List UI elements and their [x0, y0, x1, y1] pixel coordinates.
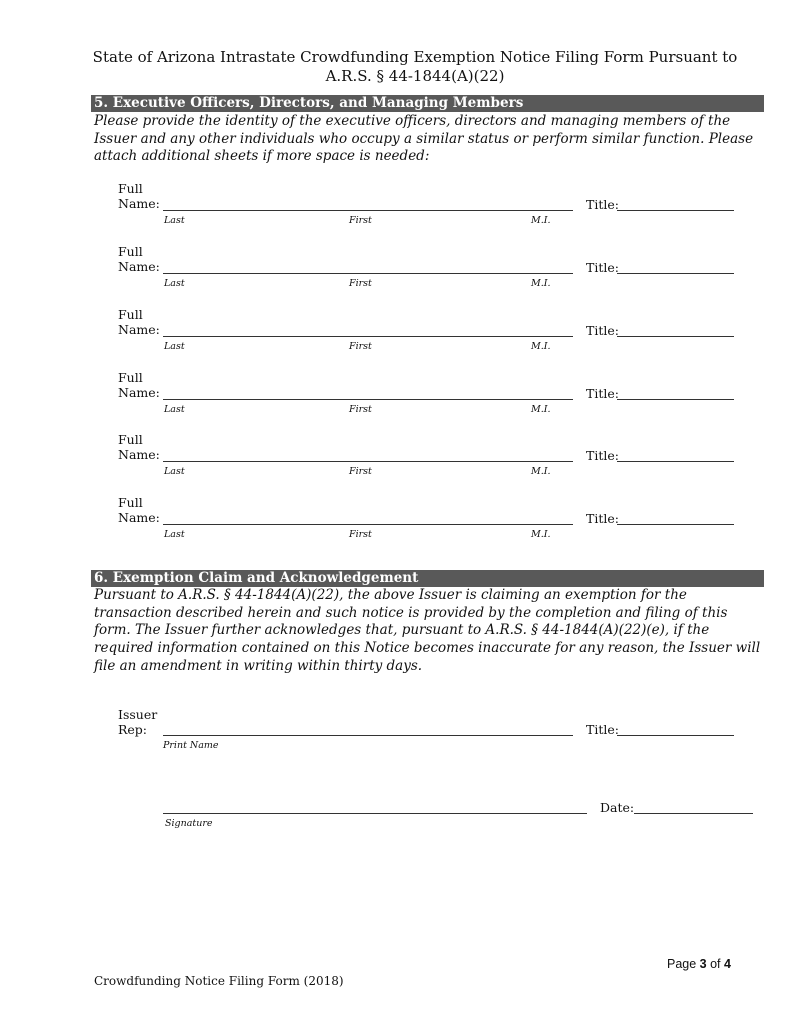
title-label: Title: [586, 323, 619, 338]
section6-header: 6. Exemption Claim and Acknowledgement [91, 570, 764, 587]
full-name-label [118, 495, 160, 525]
last-sublabel: Last [164, 278, 185, 289]
section5-header: 5. Executive Officers, Directors, and Managing Members [91, 95, 764, 112]
full-name-label [118, 307, 160, 337]
print-name-sublabel: Print Name [163, 740, 219, 751]
last-sublabel: Last [164, 466, 185, 477]
full-name-label-top: Full [118, 307, 143, 322]
full-name-field[interactable] [163, 210, 573, 211]
issuer-rep-label-top: Issuer [118, 707, 158, 722]
mi-sublabel: M.I. [531, 529, 551, 540]
full-name-field[interactable] [163, 273, 573, 274]
title-field[interactable] [617, 399, 734, 400]
full-name-label-top: Full [118, 181, 143, 196]
last-sublabel: Last [164, 529, 185, 540]
title-label: Title: [586, 260, 619, 275]
full-name-field[interactable] [163, 461, 573, 462]
first-sublabel: First [349, 529, 372, 540]
mi-sublabel: M.I. [531, 215, 551, 226]
section6-text: Pursuant to A.R.S. § 44-1844(A)(22), the above Issuer is claiming an exemption for the transaction described herein and such notice is provided by the completion and filing of this form. The Issuer further acknowledges that, pursuant to A.R.S. § 44-1844(A)(22)(e), if the required information contained on this Notice becomes inaccurate for any reason, the Issuer will file an amendment in writing within thirty days. [94, 587, 761, 674]
full-name-label-bottom: Name: [118, 510, 160, 525]
title-label: Title: [586, 386, 619, 401]
print-name-field[interactable] [163, 735, 573, 736]
document-title-line2: A.R.S. § 44-1844(A)(22) [325, 67, 505, 85]
issuer-title-field[interactable] [617, 735, 734, 736]
signature-field[interactable] [163, 813, 587, 814]
title-field[interactable] [617, 273, 734, 274]
full-name-field[interactable] [163, 336, 573, 337]
mi-sublabel: M.I. [531, 404, 551, 415]
signature-sublabel: Signature [165, 818, 213, 829]
title-label: Title: [586, 197, 619, 212]
title-field[interactable] [617, 210, 734, 211]
first-sublabel: First [349, 404, 372, 415]
first-sublabel: First [349, 278, 372, 289]
full-name-field[interactable] [163, 399, 573, 400]
page-number [667, 957, 731, 971]
page-total: 4 [724, 957, 731, 971]
page-prefix: Page [667, 957, 700, 971]
date-field[interactable] [634, 813, 753, 814]
document-title-line1: State of Arizona Intrastate Crowdfunding Exemption Notice Filing Form Pursuant to [92, 48, 738, 66]
section5-instructions: Please provide the identity of the executive officers, directors and managing members of the Issuer and any other individuals who occupy a similar status or perform similar function. Please attach additional sheets if more space is needed: [94, 113, 754, 165]
full-name-label-top: Full [118, 495, 143, 510]
issuer-title-label: Title: [586, 722, 619, 737]
document-title [60, 48, 770, 86]
title-label: Title: [586, 511, 619, 526]
mi-sublabel: M.I. [531, 278, 551, 289]
full-name-label-top: Full [118, 432, 143, 447]
title-field[interactable] [617, 524, 734, 525]
mi-sublabel: M.I. [531, 341, 551, 352]
full-name-label-bottom: Name: [118, 196, 160, 211]
full-name-label-bottom: Name: [118, 259, 160, 274]
full-name-label-top: Full [118, 244, 143, 259]
full-name-label [118, 244, 160, 274]
last-sublabel: Last [164, 215, 185, 226]
page-current: 3 [699, 957, 707, 971]
last-sublabel: Last [164, 404, 185, 415]
issuer-rep-label-bottom: Rep: [118, 722, 148, 737]
full-name-label-bottom: Name: [118, 447, 160, 462]
title-field[interactable] [617, 461, 734, 462]
full-name-label-top: Full [118, 370, 143, 385]
first-sublabel: First [349, 466, 372, 477]
date-label: Date: [600, 800, 635, 815]
full-name-label [118, 432, 160, 462]
full-name-label-bottom: Name: [118, 385, 160, 400]
page-of: of [706, 957, 724, 971]
full-name-field[interactable] [163, 524, 573, 525]
first-sublabel: First [349, 215, 372, 226]
mi-sublabel: M.I. [531, 466, 551, 477]
title-label: Title: [586, 448, 619, 463]
footer-form-name: Crowdfunding Notice Filing Form (2018) [94, 974, 344, 988]
title-field[interactable] [617, 336, 734, 337]
full-name-label [118, 370, 160, 400]
full-name-label-bottom: Name: [118, 322, 160, 337]
last-sublabel: Last [164, 341, 185, 352]
full-name-label [118, 181, 160, 211]
issuer-rep-label [118, 707, 157, 737]
first-sublabel: First [349, 341, 372, 352]
